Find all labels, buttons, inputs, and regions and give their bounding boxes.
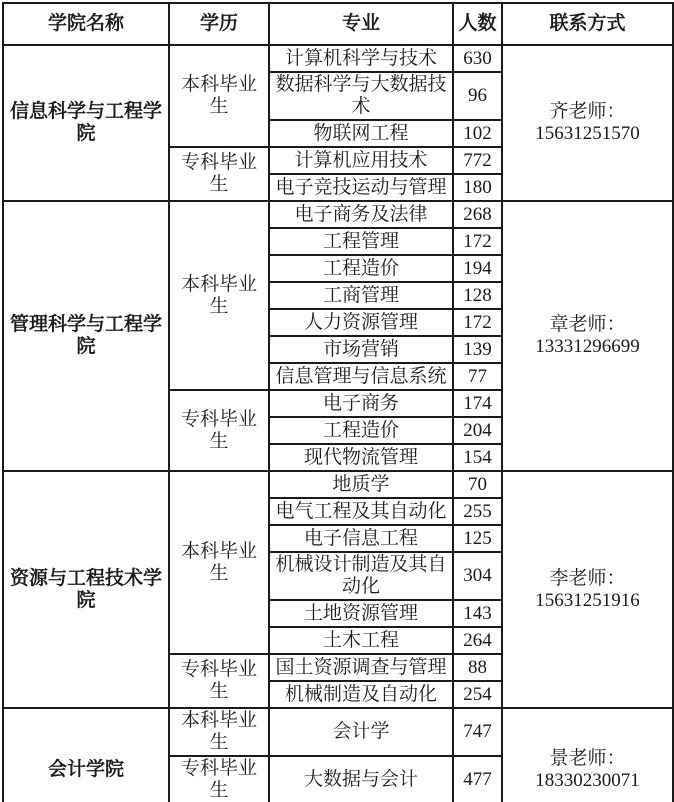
major-cell: 市场营销 <box>269 336 453 363</box>
count-cell: 747 <box>453 708 502 756</box>
count-cell: 172 <box>453 309 502 336</box>
contact-teacher: 李老师： <box>549 567 626 589</box>
count-cell: 143 <box>453 600 502 627</box>
count-cell: 204 <box>453 417 502 444</box>
header-cell-college: 学院名称 <box>3 3 169 45</box>
contact-teacher: 章老师： <box>549 314 626 335</box>
major-cell: 土木工程 <box>269 627 453 654</box>
major-cell: 大数据与会计 <box>269 756 453 802</box>
major-cell: 电气工程及其自动化 <box>269 498 453 525</box>
count-cell: 154 <box>453 444 502 471</box>
major-cell: 电子信息工程 <box>269 525 453 552</box>
count-cell: 630 <box>453 45 502 72</box>
count-cell: 194 <box>453 255 502 282</box>
contact-cell <box>502 471 673 708</box>
major-cell: 工商管理 <box>269 282 453 309</box>
major-cell: 机械设计制造及其自动化 <box>269 552 453 600</box>
header-row <box>3 3 673 45</box>
degree-cell: 专科毕业生 <box>169 390 269 471</box>
count-cell: 255 <box>453 498 502 525</box>
college-name-cell: 管理科学与工程学院 <box>3 201 169 471</box>
header-cell-count: 人数 <box>453 3 502 45</box>
count-cell: 102 <box>453 120 502 147</box>
major-cell: 计算机科学与技术 <box>269 45 453 72</box>
major-cell: 电子竞技运动与管理 <box>269 174 453 201</box>
college-name-cell: 会计学院 <box>3 708 169 802</box>
degree-cell: 本科毕业生 <box>169 471 269 654</box>
major-cell: 地质学 <box>269 471 453 498</box>
enrollment-contact-table <box>2 2 674 802</box>
contact-teacher: 景老师： <box>549 747 626 769</box>
header-cell-major: 专业 <box>269 3 453 45</box>
college-name-cell: 信息科学与工程学院 <box>3 45 169 201</box>
table-row <box>3 201 673 228</box>
count-cell: 125 <box>453 525 502 552</box>
contact-teacher: 齐老师： <box>549 101 626 122</box>
table-row <box>3 45 673 72</box>
major-cell: 工程造价 <box>269 255 453 282</box>
major-cell: 数据科学与大数据技术 <box>269 72 453 120</box>
contact-phone: 15631251916 <box>535 589 640 611</box>
count-cell: 77 <box>453 363 502 390</box>
count-cell: 96 <box>453 72 502 120</box>
contact-cell <box>502 201 673 471</box>
table-row <box>3 708 673 756</box>
major-cell: 物联网工程 <box>269 120 453 147</box>
major-cell: 电子商务 <box>269 390 453 417</box>
count-cell: 180 <box>453 174 502 201</box>
count-cell: 772 <box>453 147 502 174</box>
major-cell: 信息管理与信息系统 <box>269 363 453 390</box>
contact-cell <box>502 45 673 201</box>
major-cell: 工程造价 <box>269 417 453 444</box>
count-cell: 254 <box>453 681 502 708</box>
degree-cell: 本科毕业生 <box>169 45 269 147</box>
contact-phone: 13331296699 <box>535 336 640 357</box>
major-cell: 电子商务及法律 <box>269 201 453 228</box>
count-cell: 174 <box>453 390 502 417</box>
degree-cell: 专科毕业生 <box>169 147 269 201</box>
count-cell: 172 <box>453 228 502 255</box>
header-cell-contact: 联系方式 <box>502 3 673 45</box>
table-row <box>3 471 673 498</box>
major-cell: 机械制造及自动化 <box>269 681 453 708</box>
contact-phone: 15631251570 <box>535 123 640 144</box>
major-cell: 土地资源管理 <box>269 600 453 627</box>
count-cell: 128 <box>453 282 502 309</box>
contact-phone: 18330230071 <box>535 769 640 791</box>
count-cell: 70 <box>453 471 502 498</box>
major-cell: 工程管理 <box>269 228 453 255</box>
degree-cell: 本科毕业生 <box>169 201 269 390</box>
count-cell: 88 <box>453 654 502 681</box>
count-cell: 477 <box>453 756 502 802</box>
contact-cell <box>502 708 673 802</box>
count-cell: 268 <box>453 201 502 228</box>
degree-cell: 本科毕业生 <box>169 708 269 756</box>
header-cell-degree: 学历 <box>169 3 269 45</box>
count-cell: 139 <box>453 336 502 363</box>
degree-cell: 专科毕业生 <box>169 654 269 708</box>
count-cell: 264 <box>453 627 502 654</box>
major-cell: 人力资源管理 <box>269 309 453 336</box>
college-name-cell: 资源与工程技术学院 <box>3 471 169 708</box>
major-cell: 会计学 <box>269 708 453 756</box>
major-cell: 现代物流管理 <box>269 444 453 471</box>
degree-cell: 专科毕业生 <box>169 756 269 802</box>
count-cell: 304 <box>453 552 502 600</box>
major-cell: 国土资源调查与管理 <box>269 654 453 681</box>
major-cell: 计算机应用技术 <box>269 147 453 174</box>
